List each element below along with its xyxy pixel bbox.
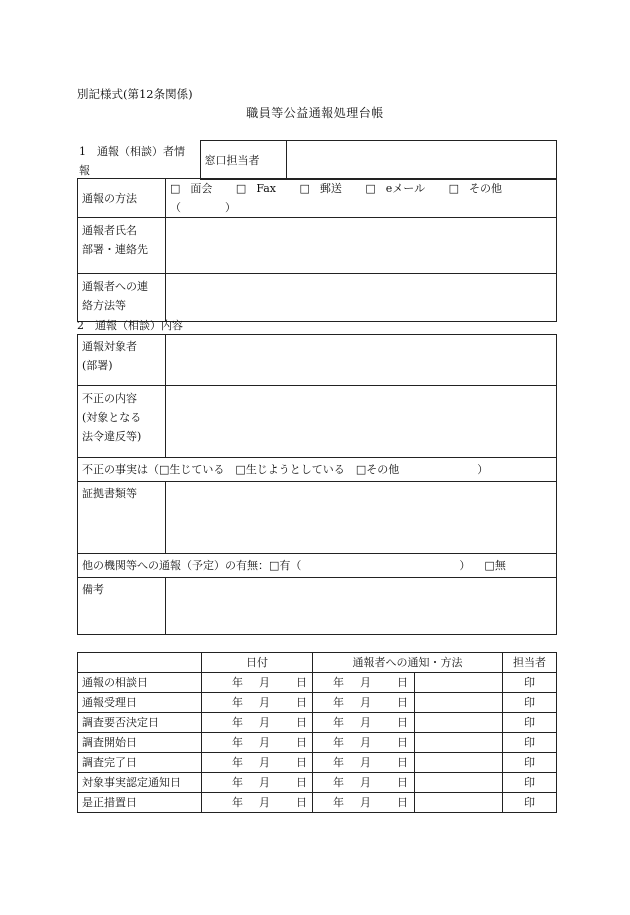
notice-month: 月 (360, 716, 371, 729)
row-label: 調査要否決定日 (78, 713, 202, 733)
staff-seal[interactable]: 印 (503, 773, 557, 793)
notice-method-field[interactable] (415, 673, 503, 693)
notice-month: 月 (360, 696, 371, 709)
notice-date-field[interactable] (313, 753, 415, 773)
checkbox-icon[interactable]: □ (484, 559, 495, 572)
date-field[interactable] (202, 673, 313, 693)
notice-date-field[interactable] (313, 713, 415, 733)
date-day: 日 (296, 736, 307, 749)
evidence-field[interactable] (166, 482, 557, 554)
date-month: 月 (259, 716, 270, 729)
method-options (166, 179, 557, 218)
date-year: 年 (232, 716, 243, 729)
date-year: 年 (232, 796, 243, 809)
staff-seal[interactable]: 印 (503, 753, 557, 773)
table-row (78, 693, 557, 713)
date-month: 月 (259, 776, 270, 789)
section2-heading: 2 通報（相談）内容 (77, 319, 183, 332)
checkbox-icon[interactable]: □ (235, 182, 247, 195)
table-row (78, 673, 557, 693)
notice-month: 月 (360, 796, 371, 809)
target-person-label: 通報対象者 (部署) (78, 335, 166, 386)
reporter-name-label: 通報者氏名 部署・連絡先 (78, 218, 166, 274)
notice-year: 年 (333, 716, 344, 729)
notice-month: 月 (360, 676, 371, 689)
target-person-field[interactable] (166, 335, 557, 386)
table-row (78, 793, 557, 813)
notice-month: 月 (360, 736, 371, 749)
date-field[interactable] (202, 713, 313, 733)
date-year: 年 (232, 776, 243, 789)
notice-day: 日 (397, 716, 408, 729)
staff-seal[interactable]: 印 (503, 673, 557, 693)
header-date: 日付 (202, 653, 313, 673)
checkbox-icon[interactable]: □ (235, 463, 246, 476)
notice-day: 日 (397, 696, 408, 709)
staff-seal[interactable]: 印 (503, 793, 557, 813)
checkbox-icon[interactable]: □ (269, 559, 280, 572)
reporter-name-field[interactable] (166, 218, 557, 274)
method-option-other[interactable]: □ その他（ ） (170, 182, 502, 214)
checkbox-icon[interactable]: □ (365, 182, 376, 195)
date-day: 日 (296, 776, 307, 789)
table-row (78, 733, 557, 753)
staff-seal[interactable]: 印 (503, 713, 557, 733)
date-day: 日 (296, 756, 307, 769)
table-row (78, 713, 557, 733)
section1-heading: 1 通報（相談）者情 報 (77, 141, 200, 180)
notice-method-field[interactable] (415, 713, 503, 733)
notice-day: 日 (397, 796, 408, 809)
notice-month: 月 (360, 776, 371, 789)
date-month: 月 (259, 696, 270, 709)
notice-year: 年 (333, 736, 344, 749)
method-option-meeting[interactable]: □ 面会 (170, 182, 213, 195)
date-month: 月 (259, 676, 270, 689)
header-blank (78, 653, 202, 673)
notice-method-field[interactable] (415, 753, 503, 773)
method-label: 通報の方法 (78, 179, 166, 218)
row-label: 通報受理日 (78, 693, 202, 713)
window-staff-field[interactable] (286, 141, 556, 180)
date-field[interactable] (202, 733, 313, 753)
remarks-label: 備考 (78, 578, 166, 635)
date-field[interactable] (202, 773, 313, 793)
row-label: 調査開始日 (78, 733, 202, 753)
notice-date-field[interactable] (313, 673, 415, 693)
document-title: 職員等公益通報処理台帳 (246, 106, 384, 120)
checkbox-icon[interactable]: □ (355, 463, 367, 476)
notice-date-field[interactable] (313, 733, 415, 753)
row-label: 対象事実認定通知日 (78, 773, 202, 793)
notice-date-field[interactable] (313, 693, 415, 713)
notice-date-field[interactable] (313, 773, 415, 793)
section1-header-table (77, 140, 557, 180)
checkbox-icon[interactable]: □ (299, 182, 310, 195)
fraud-content-field[interactable] (166, 386, 557, 458)
notice-year: 年 (333, 696, 344, 709)
method-option-mail[interactable]: □ 郵送 (299, 182, 342, 195)
notice-method-field[interactable] (415, 733, 503, 753)
date-day: 日 (296, 676, 307, 689)
notice-month: 月 (360, 756, 371, 769)
row-label: 是正措置日 (78, 793, 202, 813)
notice-day: 日 (397, 676, 408, 689)
notice-day: 日 (397, 756, 408, 769)
date-field[interactable] (202, 753, 313, 773)
staff-seal[interactable]: 印 (503, 693, 557, 713)
notice-year: 年 (333, 796, 344, 809)
reporter-contact-field[interactable] (166, 274, 557, 322)
table-row (78, 753, 557, 773)
date-day: 日 (296, 796, 307, 809)
notice-method-field[interactable] (415, 793, 503, 813)
header-notice: 通報者への通知・方法 (313, 653, 503, 673)
reporter-contact-label: 通報者への連 絡方法等 (78, 274, 166, 322)
form-reference: 別記様式(第12条関係) (77, 87, 193, 101)
date-field[interactable] (202, 693, 313, 713)
notice-year: 年 (333, 776, 344, 789)
method-option-fax[interactable]: □ Fax (235, 182, 276, 195)
notice-method-field[interactable] (415, 693, 503, 713)
table-row (78, 773, 557, 793)
other-org-row: 他の機関等への通報（予定）の有無：□有（ ） □無 (78, 554, 557, 578)
date-year: 年 (232, 756, 243, 769)
staff-seal[interactable]: 印 (503, 733, 557, 753)
date-year: 年 (232, 676, 243, 689)
date-month: 月 (259, 736, 270, 749)
date-month: 月 (259, 756, 270, 769)
date-field[interactable] (202, 793, 313, 813)
process-table (77, 652, 557, 813)
method-option-email[interactable]: □ eメール (365, 182, 426, 195)
section1-body-table (77, 178, 557, 322)
header-staff: 担当者 (503, 653, 557, 673)
checkbox-icon[interactable]: □ (159, 463, 170, 476)
fraud-content-label: 不正の内容 (対象となる 法令違反等) (78, 386, 166, 458)
remarks-field[interactable] (166, 578, 557, 635)
checkbox-icon[interactable]: □ (170, 182, 181, 195)
date-day: 日 (296, 696, 307, 709)
notice-year: 年 (333, 756, 344, 769)
date-year: 年 (232, 696, 243, 709)
row-label: 調査完了日 (78, 753, 202, 773)
date-day: 日 (296, 716, 307, 729)
checkbox-icon[interactable]: □ (448, 182, 459, 195)
fraud-fact-row: 不正の事実は（□生じている □生じようとしている □その他 ） (78, 458, 557, 482)
process-table-header (78, 653, 557, 673)
date-month: 月 (259, 796, 270, 809)
notice-date-field[interactable] (313, 793, 415, 813)
row-label: 通報の相談日 (78, 673, 202, 693)
notice-day: 日 (397, 776, 408, 789)
notice-method-field[interactable] (415, 773, 503, 793)
notice-year: 年 (333, 676, 344, 689)
evidence-label: 証拠書類等 (78, 482, 166, 554)
window-staff-label: 窓口担当者 (200, 141, 286, 180)
section2-table (77, 334, 557, 635)
notice-day: 日 (397, 736, 408, 749)
date-year: 年 (232, 736, 243, 749)
